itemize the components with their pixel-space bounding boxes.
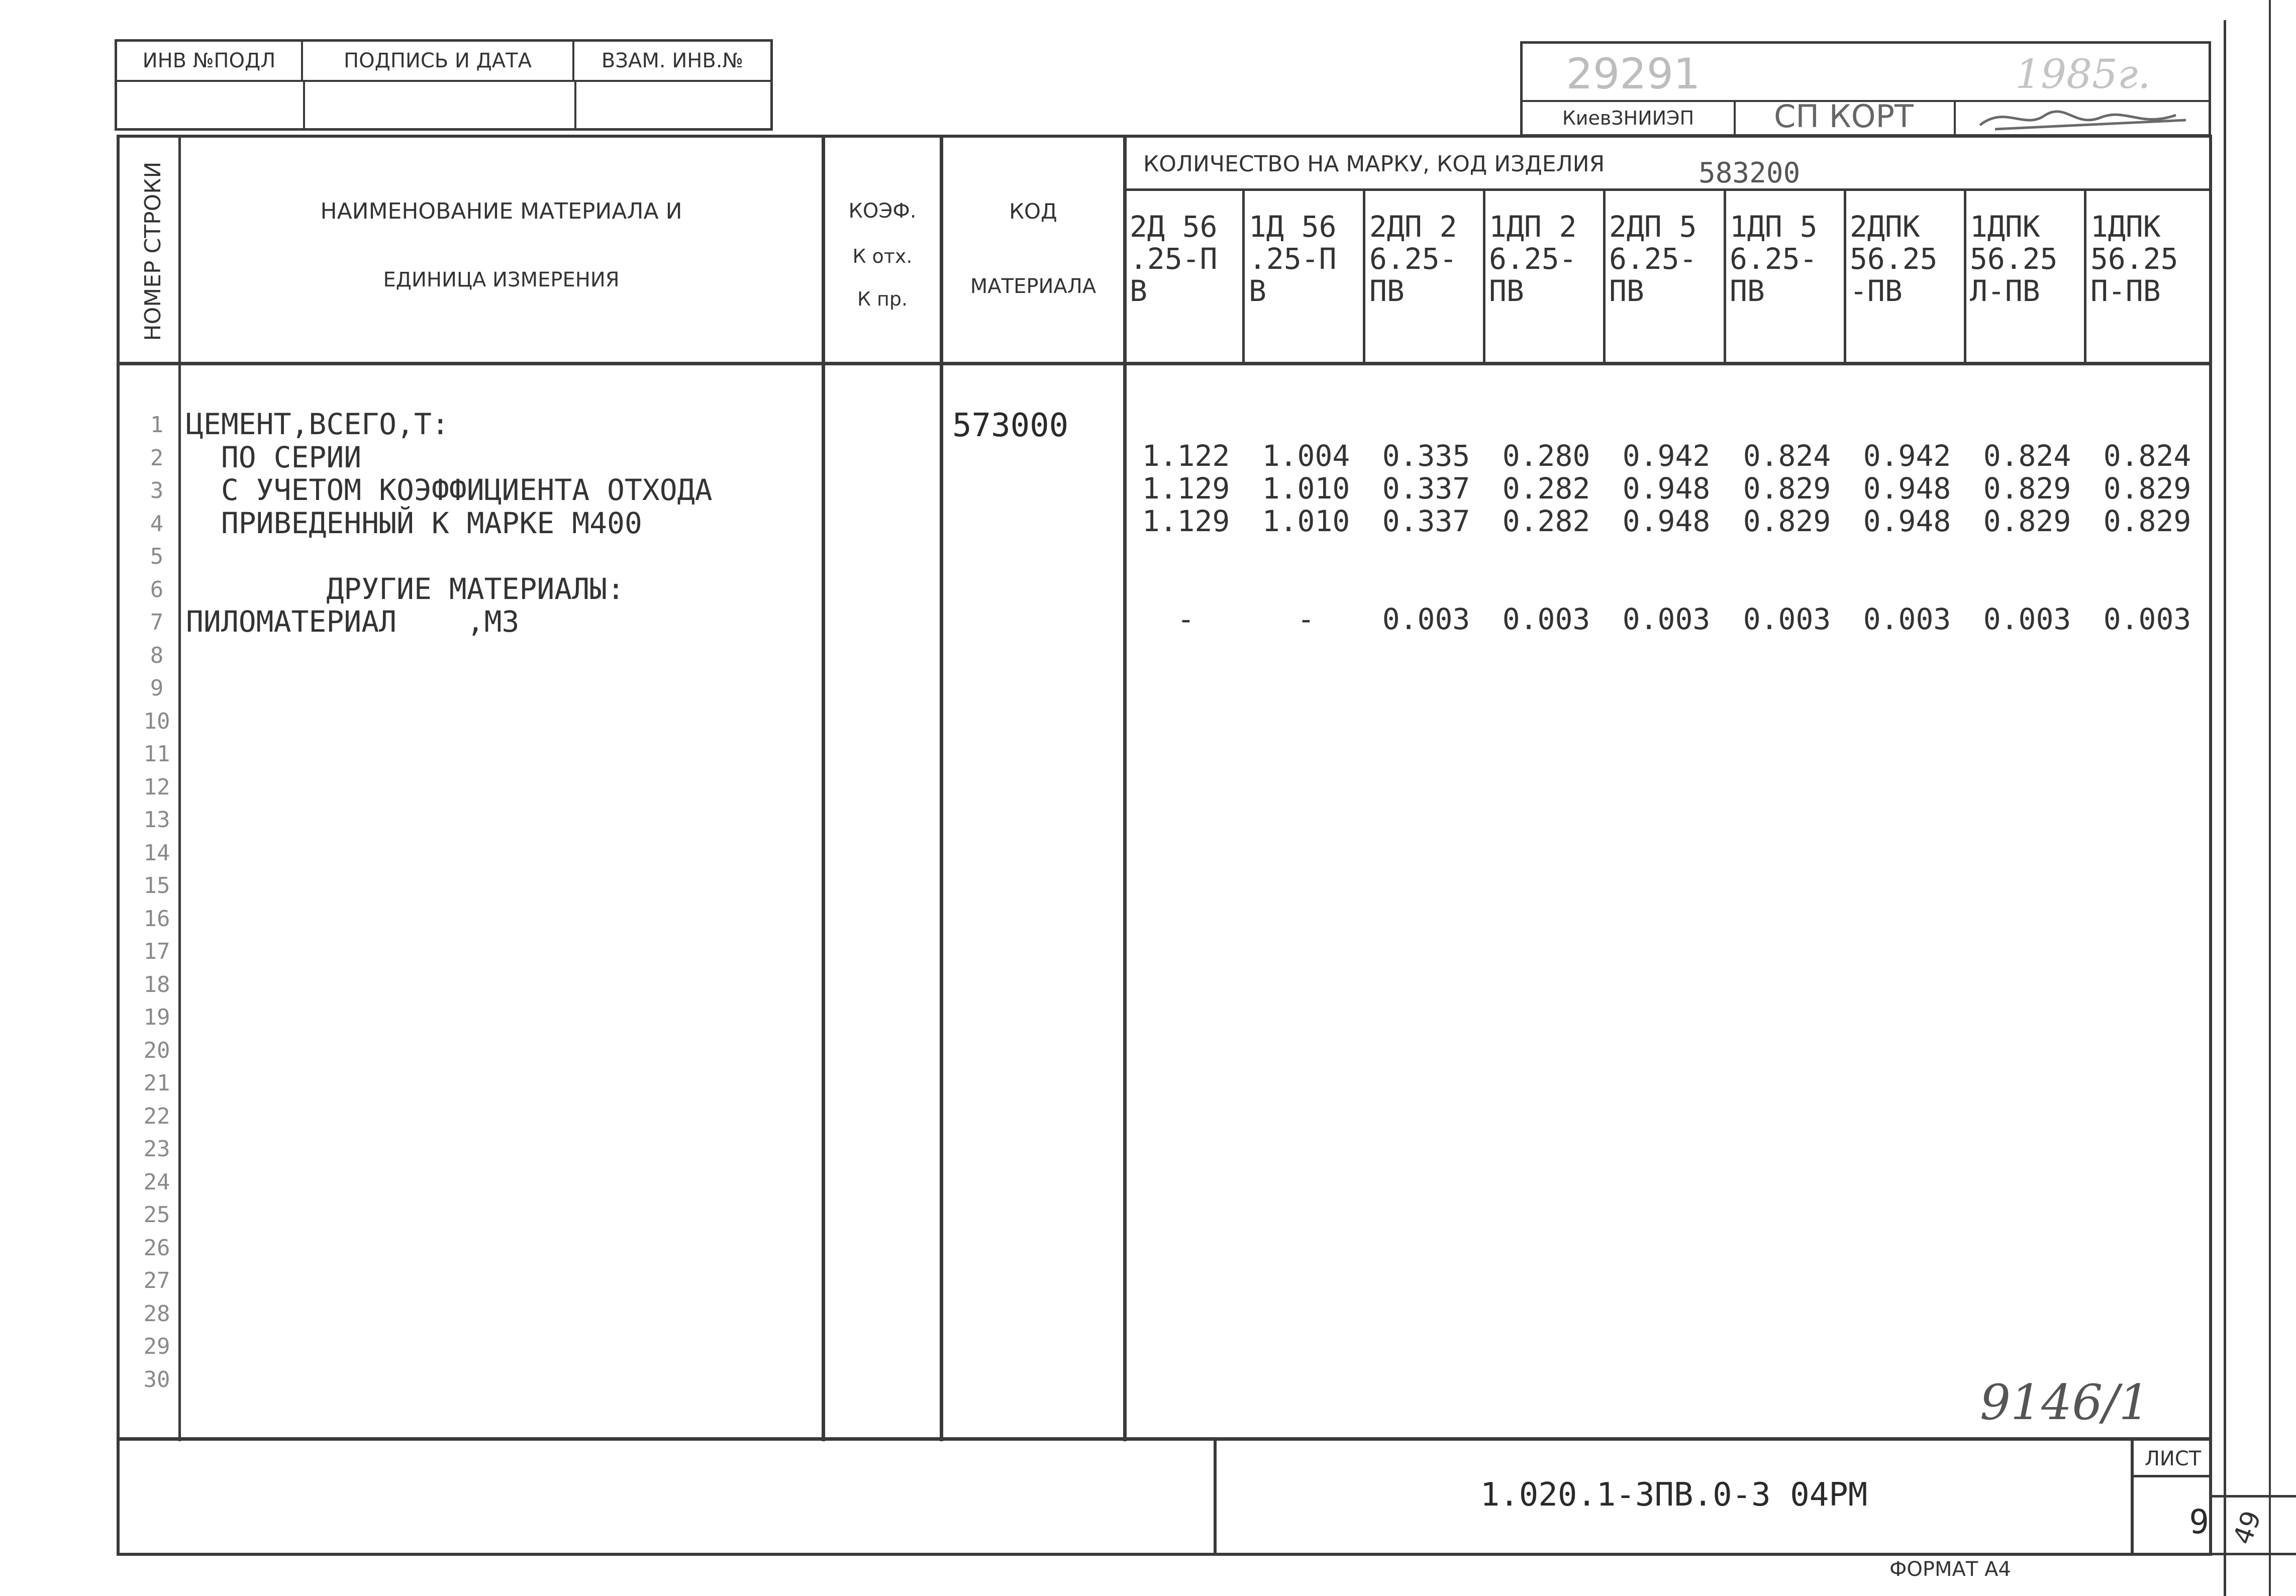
value-cell: 0.829	[1743, 471, 1831, 506]
stamp-replace-inv: ВЗАМ. ИНВ.№	[574, 42, 770, 82]
material-line: ПО СЕРИИ	[186, 440, 362, 474]
value-cell: 0.829	[1983, 471, 2071, 506]
value-cell: 0.337	[1382, 504, 1470, 538]
row-number: 20	[143, 1037, 170, 1063]
row-number: 11	[143, 741, 170, 767]
material-line: ЦЕМЕНТ,ВСЕГО,Т:	[186, 407, 449, 441]
row-number: 7	[150, 610, 164, 635]
org-copied: СП КОРТ	[1774, 97, 1914, 135]
value-cell: 0.003	[1863, 602, 1951, 636]
column-header-6-line-2: 6.25-	[1730, 242, 1818, 276]
column-header-7-line-3: -ПВ	[1850, 274, 1903, 308]
column-header-9-line-3: П-ПВ	[2090, 274, 2161, 308]
column-header-1-line-1: 2Д 56	[1130, 210, 1218, 244]
side-number: 49	[2227, 1507, 2268, 1549]
value-cell: 1.004	[1262, 439, 1350, 473]
value-cell: 0.829	[1743, 504, 1831, 538]
row-number: 10	[143, 708, 170, 734]
column-header-9-line-1: 1ДПК	[2090, 210, 2161, 244]
value-cell: 0.948	[1863, 504, 1951, 538]
row-number: 12	[143, 774, 170, 800]
value-cell: 1.122	[1142, 439, 1230, 473]
column-header-9-line-2: 56.25	[2090, 242, 2178, 276]
value-cell: 0.003	[1743, 602, 1831, 636]
row-number: 15	[143, 873, 170, 899]
row-number: 16	[143, 906, 170, 932]
value-cell: 0.948	[1622, 504, 1711, 538]
row-number: 8	[150, 642, 164, 668]
row-number: 1	[150, 412, 164, 438]
value-cell: 0.824	[2103, 439, 2191, 473]
column-header-8-line-1: 1ДПК	[1970, 210, 2040, 244]
column-header-3-line-1: 2ДП 2	[1369, 210, 1457, 244]
value-cell: 0.003	[2103, 602, 2191, 636]
row-number-header: НОМЕР СТРОКИ	[140, 161, 166, 341]
k-otkh-header: К отх.	[852, 245, 913, 267]
value-cell: 0.280	[1502, 439, 1590, 473]
column-header-8-line-3: Л-ПВ	[1970, 274, 2040, 308]
row-number: 29	[143, 1334, 170, 1359]
row-number: 13	[143, 807, 170, 833]
value-cell: 0.003	[1502, 602, 1590, 636]
value-cell: -	[1177, 602, 1195, 636]
column-header-7-line-1: 2ДПК	[1850, 210, 1920, 244]
unit-header: ЕДИНИЦА ИЗМЕРЕНИЯ	[383, 268, 620, 291]
value-cell: 0.003	[1983, 602, 2071, 636]
material-line: ДРУГИЕ МАТЕРИАЛЫ:	[186, 571, 625, 606]
material-line: ПРИВЕДЕННЫЙ К МАРКЕ М400	[186, 506, 642, 540]
value-cell: 1.010	[1262, 504, 1350, 538]
row-number: 4	[150, 511, 164, 537]
value-cell: -	[1297, 602, 1315, 636]
org-name: КиевЗНИИЭП	[1562, 107, 1694, 129]
row-number: 5	[150, 544, 164, 569]
column-header-5-line-2: 6.25-	[1609, 242, 1697, 276]
row-number: 14	[143, 840, 170, 866]
value-cell: 0.003	[1622, 602, 1711, 636]
k-pr-header: К пр.	[857, 288, 908, 310]
row-number: 25	[143, 1202, 170, 1228]
main-frame	[117, 135, 2212, 1556]
stamp-inv-no: ИНВ №ПОДЛ	[117, 42, 303, 82]
row-number: 30	[143, 1366, 170, 1392]
column-header-1-line-2: .25-П	[1130, 242, 1218, 276]
material-line: С УЧЕТОМ КОЭФФИЦИЕНТА ОТХОДА	[186, 473, 713, 507]
column-header-7-line-2: 56.25	[1850, 242, 1938, 276]
organization-stamp	[1520, 41, 2211, 137]
org-code: 29291	[1566, 49, 1701, 98]
value-cell: 0.335	[1382, 439, 1470, 473]
row-number: 6	[150, 576, 164, 603]
column-header-8-line-2: 56.25	[1970, 242, 2058, 276]
format-label: ФОРМАТ А4	[1889, 1558, 2011, 1581]
value-cell: 0.948	[1863, 471, 1951, 506]
stamp-box	[115, 39, 773, 131]
row-number: 19	[143, 1005, 170, 1030]
value-cell: 0.942	[1622, 439, 1711, 473]
value-cell: 0.942	[1863, 439, 1951, 473]
row-number: 28	[143, 1301, 170, 1327]
row-number: 21	[143, 1070, 170, 1096]
row-number: 27	[143, 1268, 170, 1293]
row-number: 18	[143, 971, 170, 997]
signature-icon	[1965, 100, 2201, 136]
sheet-number: 9	[2189, 1503, 2209, 1541]
column-header-5-line-1: 2ДП 5	[1609, 210, 1697, 244]
column-header-2-line-3: В	[1249, 274, 1266, 308]
value-cell: 0.948	[1622, 471, 1711, 506]
coef-header: КОЭФ.	[848, 200, 917, 223]
column-header-4-line-2: 6.25-	[1489, 242, 1577, 276]
row-number: 22	[143, 1103, 170, 1129]
material-line: ПИЛОМАТЕРИАЛ ,М3	[186, 605, 520, 639]
value-cell: 0.824	[1743, 439, 1831, 473]
value-cell: 0.829	[2103, 471, 2191, 506]
value-cell: 1.010	[1262, 471, 1350, 506]
material-name-header: НАИМЕНОВАНИЕ МАТЕРИАЛА И	[320, 198, 682, 224]
column-header-2-line-2: .25-П	[1249, 242, 1337, 276]
material-code-value: 573000	[952, 407, 1069, 444]
row-number: 26	[143, 1235, 170, 1261]
column-header-2-line-1: 1Д 56	[1249, 210, 1337, 244]
value-cell: 0.829	[2103, 504, 2191, 538]
column-header-5-line-3: ПВ	[1609, 274, 1644, 308]
quantity-header: КОЛИЧЕСТВО НА МАРКУ, КОД ИЗДЕЛИЯ	[1143, 151, 1605, 177]
handwritten-number: 9146/1	[1980, 1374, 2150, 1431]
value-cell: 0.824	[1983, 439, 2071, 473]
column-header-4-line-1: 1ДП 2	[1489, 210, 1577, 244]
row-number: 3	[150, 478, 164, 504]
material-code-header: МАТЕРИАЛА	[970, 275, 1096, 298]
row-number: 23	[143, 1136, 170, 1162]
stamp-signature-date: ПОДПИСЬ И ДАТА	[303, 42, 574, 82]
row-number: 24	[143, 1169, 170, 1195]
value-cell: 1.129	[1142, 504, 1230, 538]
row-number: 2	[150, 445, 164, 471]
value-cell: 0.829	[1983, 504, 2071, 538]
row-number: 17	[143, 939, 170, 964]
value-cell: 0.282	[1502, 504, 1590, 538]
column-header-3-line-3: ПВ	[1369, 274, 1405, 308]
value-cell: 1.129	[1142, 471, 1230, 506]
column-header-6-line-1: 1ДП 5	[1730, 210, 1818, 244]
value-cell: 0.003	[1382, 602, 1470, 636]
value-cell: 0.337	[1382, 471, 1470, 506]
column-header-3-line-2: 6.25-	[1369, 242, 1457, 276]
column-header-1-line-3: В	[1130, 274, 1147, 308]
product-code: 583200	[1699, 157, 1801, 189]
row-number: 9	[150, 675, 164, 701]
value-cell: 0.282	[1502, 471, 1590, 506]
document-code: 1.020.1-3ПВ.0-3 04РМ	[1480, 1476, 1868, 1514]
org-ref: 1985г.	[2015, 50, 2151, 97]
sheet-label: ЛИСТ	[2144, 1447, 2202, 1470]
column-header-6-line-3: ПВ	[1730, 274, 1765, 308]
code-header: КОД	[1009, 198, 1057, 224]
column-header-4-line-3: ПВ	[1489, 274, 1524, 308]
